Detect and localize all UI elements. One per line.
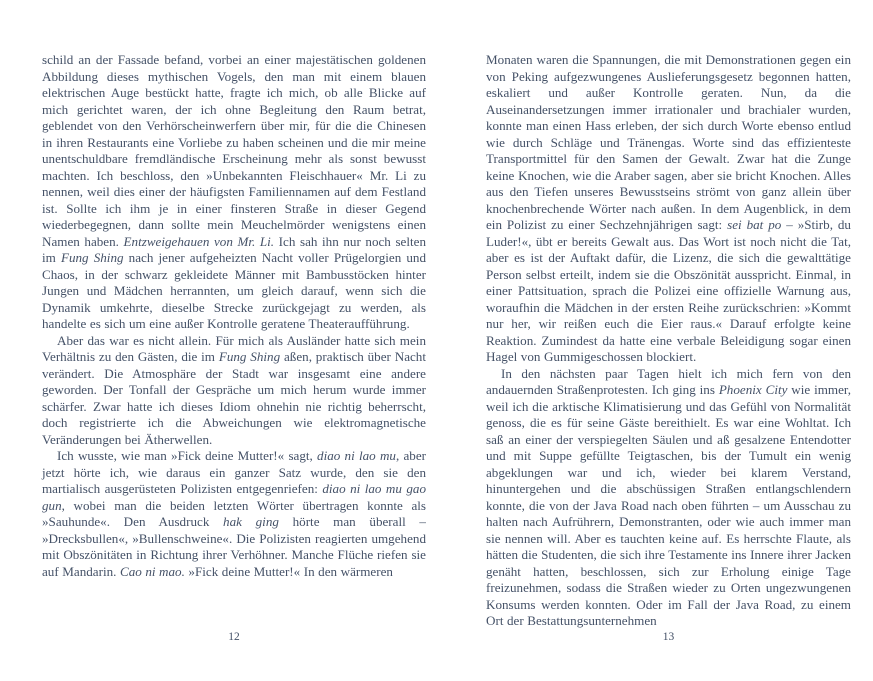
text-run: Aber das war es nicht allein. Für mich als Ausländer hatte sich mein Verhältnis zu den Gästen, die im: [42, 332, 426, 364]
italic-text-run: sei bat po: [727, 217, 782, 232]
text-run: Ich sah ihn nur noch selten im: [42, 233, 426, 265]
text-run: schild an der Fassade befand, vorbei an einer majestätischen goldenen Abbildung dieses mythischen Vogels, den man mit einem blauen elektrischen Auge bestückt hatte, fragte ich mich, ob alle Blicke auf mich gerichtet waren, der ich ohne Begleitung den Raum betrat, geblendet von den Verhörscheinwerfern über mir, für die die Chinesen in ihren Restaurants eine Vorliebe zu haben scheinen und die mir meine unentschuldbare fremdländische Erscheinung mehr als sonst bewusst machten. Ich beschloss, den »Unbekannten Fleischhauer« Mr. Li zu nennen, weil dies einer der häufigsten Familiennamen auf dem Festland ist. Sollte ich ihm je in einer finsteren Straße in dieser Gegend wiederbegegnen, dann sollte mein Meuchelmörder wenigstens einen Namen haben.: [42, 52, 426, 249]
text-run: Ich wusste, wie man »Fick deine Mutter!« sagt,: [57, 448, 318, 463]
text-run: wie immer, weil ich die arktische Klimatisierung und das Gefühl von Normalität genoss, die es für seine Gäste bereithielt. Es war eine Wohltat. Ich saß an einer der verspiegelten Säulen und aß gesalzene Entendotter und mit Suppe gefüllte Teigtaschen, bis der Tumult ein wenig abgeklungen war und ich, wieder bei klarem Verstand, hinuntergehen und die abschüssigen Straßen entlangschlendern konnte, die von der Java Road nach oben führten – um Ausschau zu halten nach Aufrührern, Demonstranten, oder wie auch immer man sie nennen will. Aber es tauchten keine auf. Es herrschte Flaute, als hätten die Studenten, die sich ihre Testamente ins Innere ihrer Jacken genäht hatten, beschlossen, sich zur Erholung einige Tage freizunehmen, sodass die Straßen wieder zu Orten ungezwungenen Konsums werden konnten. Oder im Fall der Java Road, zu einem Ort der Bestattungsunternehmen: [486, 382, 852, 628]
paragraph: [486, 52, 851, 366]
paragraph: [42, 333, 426, 449]
text-run: Monaten waren die Spannungen, die mit Demonstrationen gegen ein von Peking aufgezwungenes Auslieferungsgesetz begonnen hatten, eskaliert und außer Kontrolle geraten. Nun, da die Auseinandersetzungen immer irrationaler und brachialer wurden, konnte man einen Hass erleben, der sich durch Worte ebenso entlud wie durch Schläge und Tränengas. Worte sind das effizienteste Transportmittel für den Samen der Gewalt. Zwar hat die Zunge keine Knochen, wie die Araber sagen, aber sie bricht Knochen. Alles aus den Tiefen unseres Bewusstseins strömt von ganz allein über knochenbrechende Wörter nach außen. In dem Augenblick, in dem ein Polizist zu einer Sechzehnjährigen sagt:: [486, 52, 851, 232]
italic-text-run: Phoenix City: [718, 382, 788, 397]
paragraph: [42, 52, 426, 333]
text-run: hörte man überall – »Drecksbullen«, »Bullenschweine«. Die Polizisten reagierten umgehend mit Obszönitäten in Richtung ihrer Verhöhner. Manche Flüche riefen sie auf Mandarin.: [42, 514, 426, 579]
text-run: – »Stirb, du Luder!«, übt er bereits Gewalt aus. Das Wort ist noch nicht die Tat, aber es ist der Auftakt dafür, die Lizenz, die sich die gewalttätige Person selbst erteilt, indem sie die Obszönität ausspricht. Einmal, in einer Pattsituation, sprach die Polizei eine offizielle Warnung aus, woraufhin die Mädchen in der ersten Reihe zurückschrien: »Kommt nur her, wir reißen euch die Eier raus.« Darauf erfolgte keine Reaktion. Zumindest da hatte eine verbale Beleidigung sogar einen Hagel von Gummigeschossen blockiert.: [486, 217, 851, 364]
italic-text-run: Cao ni mao.: [119, 563, 185, 579]
page-right-number: 13: [662, 631, 675, 643]
page-right: [486, 52, 852, 643]
text-run: In den nächsten paar Tagen hielt ich mich fern von den andauernden Straßenprotesten. Ich ging ins: [486, 365, 851, 397]
page-right-text: [486, 52, 851, 630]
page-left-number: 12: [228, 631, 240, 643]
text-run: nach jener aufgeheizten Nacht voller Prügelorgien und Chaos, in der schwarz gekleidete Männer mit Bambusstöcken hinter Jungen und Mädchen herrannten, um gleich darauf, wenn sich die Dynamik umkehrte, dieselbe Strecke zurückgejagt zu werden, als handelte es sich um eine außer Kontrolle geratene Theateraufführung.: [42, 250, 427, 331]
italic-text-run: diao ni lao mu: [317, 448, 396, 463]
text-run: , wobei man die beiden letzten Wörter übertragen konnte als »Sauhunde«. Den Ausdruck: [42, 497, 426, 529]
page-left: [42, 52, 427, 643]
text-run: »Fick deine Mutter!« In den wärmeren: [184, 563, 393, 579]
paragraph: [42, 448, 426, 580]
italic-text-run: Fung Shing: [218, 349, 281, 364]
text-run: , aber jetzt hörte ich, wie daraus ein ganzer Satz wurde, den sie den martialisch ausgerüsteten Polizisten entgegenriefen:: [42, 448, 426, 496]
italic-text-run: Entzweigehauen von Mr. Li.: [123, 233, 275, 249]
italic-text-run: hak ging: [223, 514, 279, 529]
italic-text-run: Fung Shing: [60, 250, 124, 265]
text-run: aßen, praktisch über Nacht verändert. Die Atmosphäre der Stadt war insgesamt eine andere geworden. Der Tonfall der Gespräche um mich herum wurde immer schärfer. Zwar hatte ich dieses Idiom ohnehin nie richtig beherrscht, doch registrierte ich die Abweichungen wie elektromagnetische Veränderungen bei Ätherwellen.: [42, 349, 426, 447]
italic-text-run: diao ni lao mu gao gun: [42, 481, 427, 513]
paragraph: [486, 366, 851, 630]
page-left-text: [42, 52, 426, 580]
